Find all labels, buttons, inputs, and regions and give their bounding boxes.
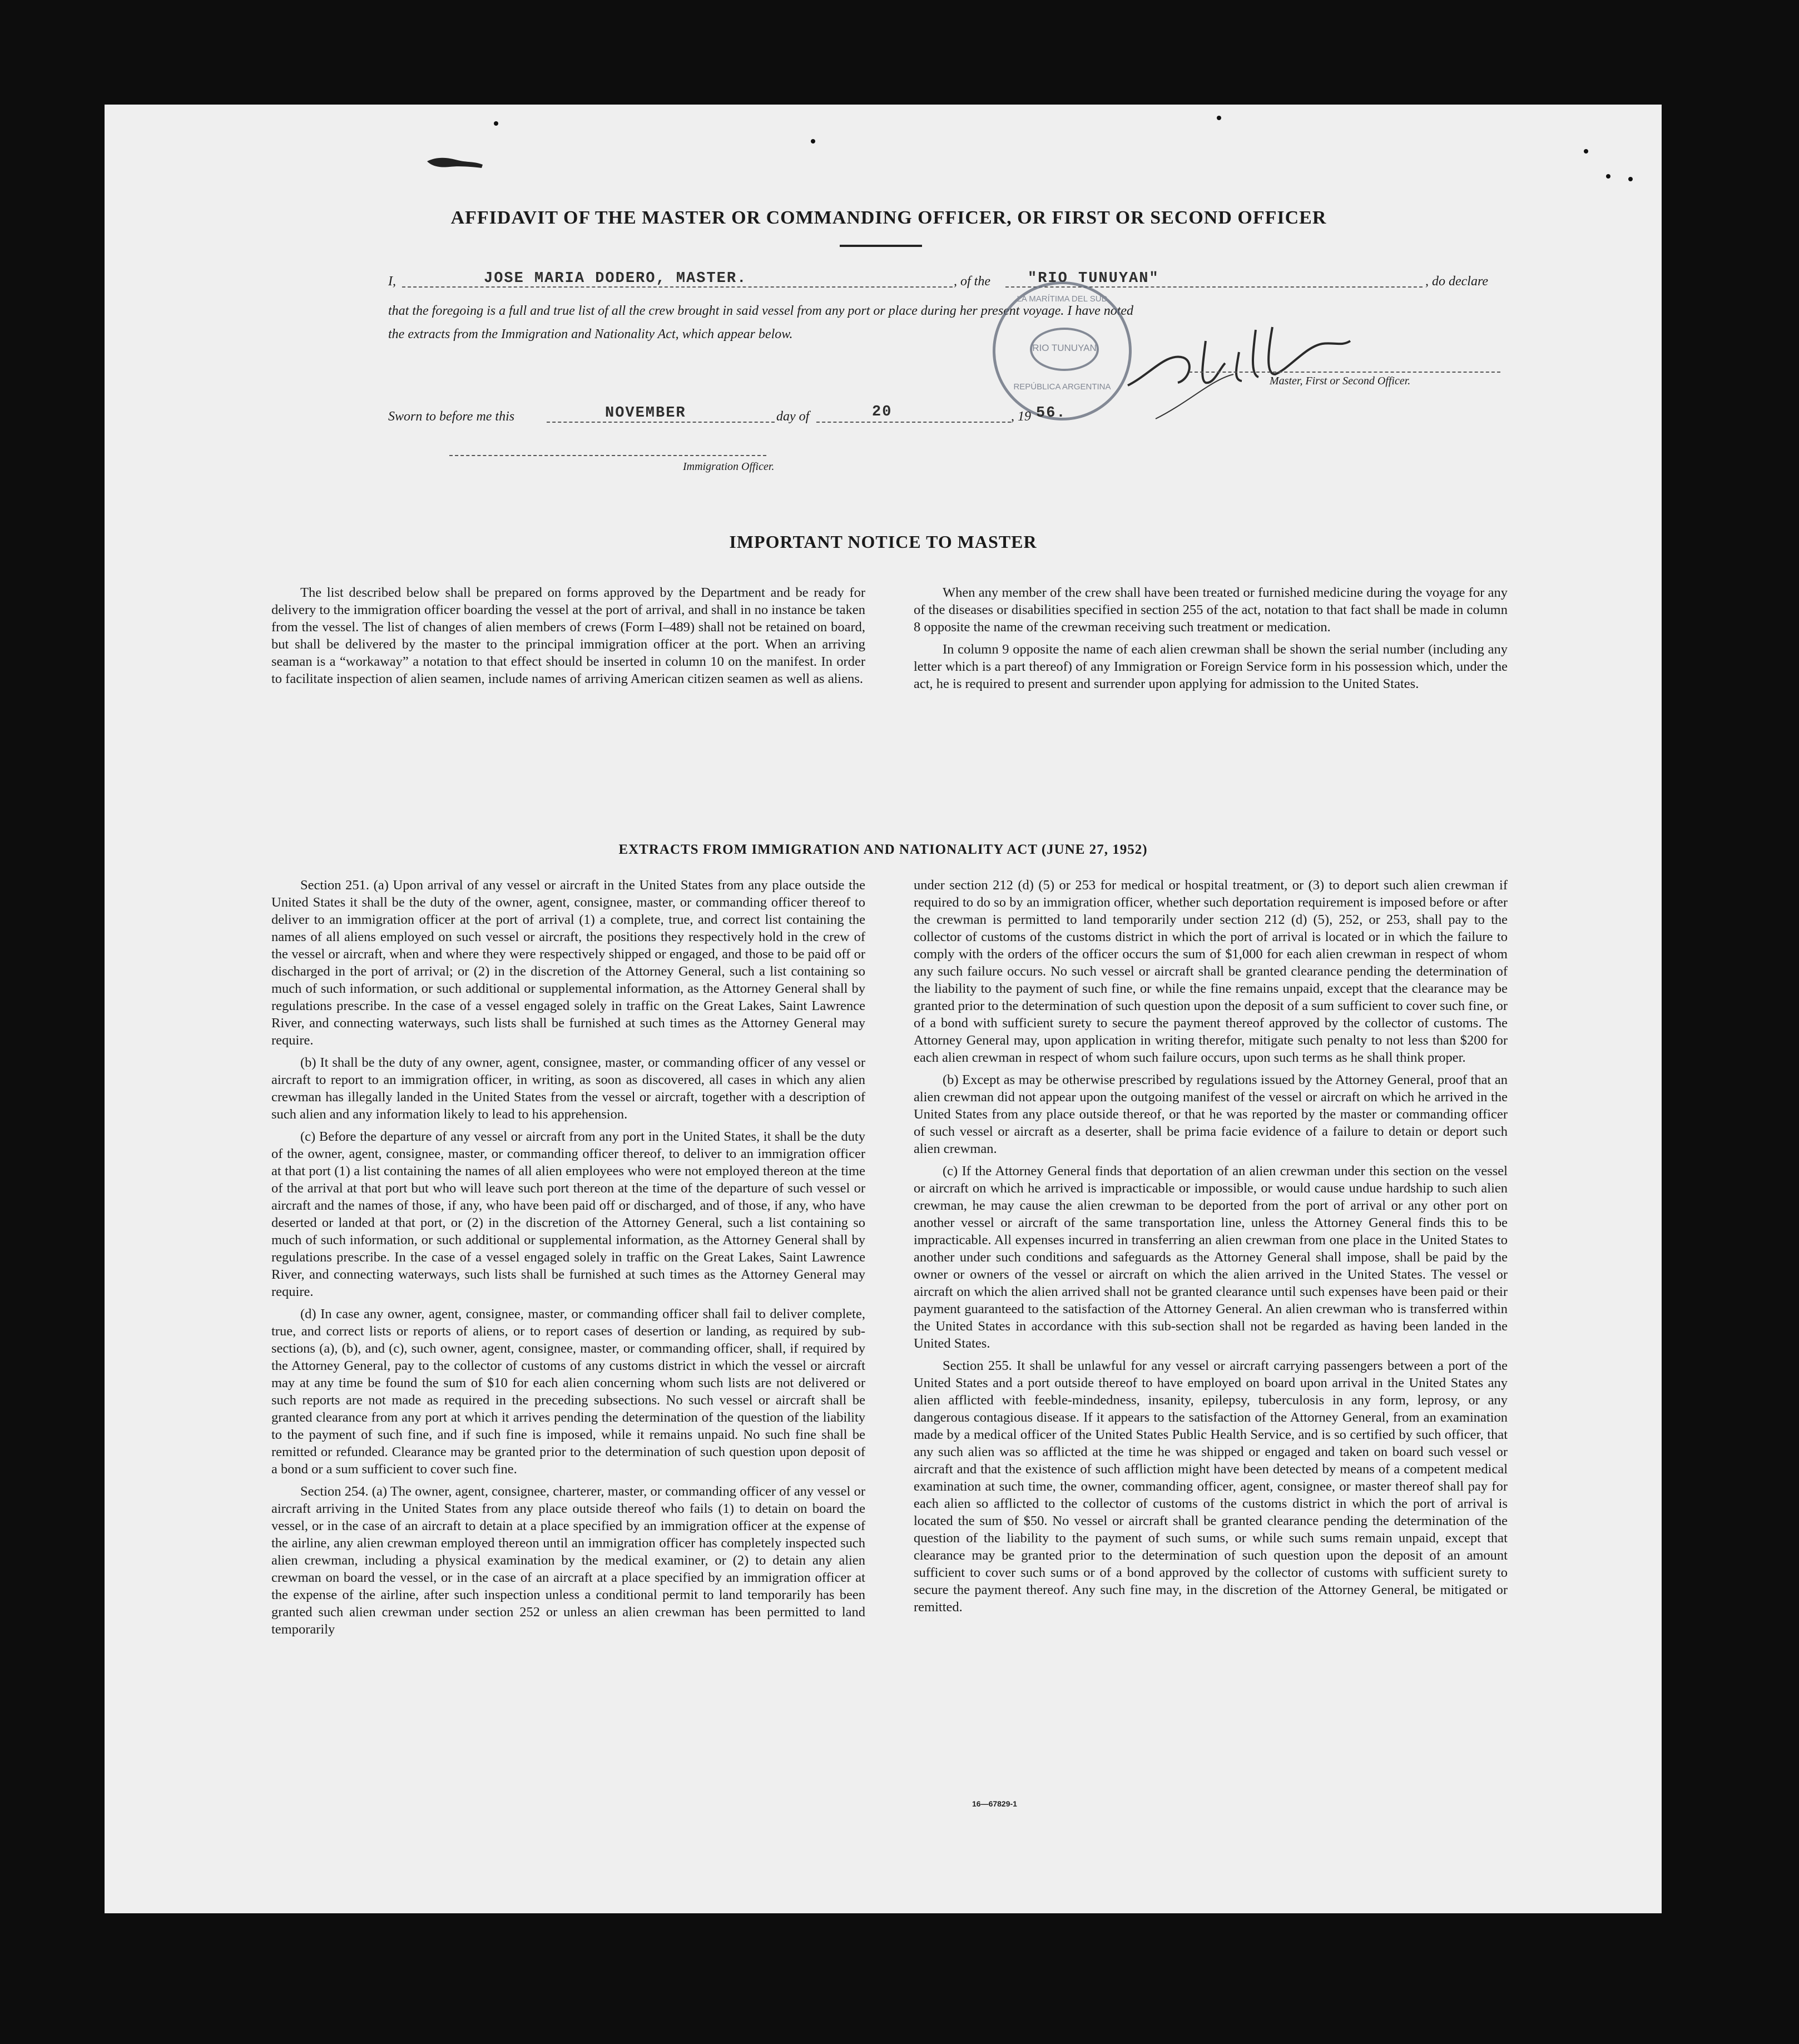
section-251a: Section 251. (a) Upon arrival of any vessel or aircraft in the United States from any place outside the United States it shall be the duty of the owner, agent, consignee, master, or commanding officer thereof to deliver to an immigration officer at the port of arrival (1) a complete, true, and correct list containing the names of all aliens employed on such vessel or aircraft, the positions they respectively hold in the crew of the vessel or aircraft, when and where they were respectively shipped or engaged, and those to be paid off or discharged in the port of arrival; or (2) in the discretion of the Attorney General, such a list containing so much of such information, or such additional or supplemental information, as the Attorney General shall by regulations prescribe. In the case of a vessel engaged solely in traffic on the Great Lakes, Saint Lawrence River, and connecting waterways, such lists shall be furnished at such times as the Attorney General may require. xyxy=(271,878,865,1048)
stamp-center-text: RIO TUNUYAN xyxy=(1030,328,1099,371)
section-251c: (c) Before the departure of any vessel or aircraft from any port in the United States, it shall be the duty of the owner, agent, consignee, master, or commanding officer thereof, to deliver to an immigration officer at that port (1) a list containing the names of all alien employees who were not employed thereon at the time of the arrival at that port but who will leave such port thereon at the time of the departure of such vessel or aircraft and the names of those, if any, who have been paid off or discharged, and of those, if any, who have deserted or landed at that port, or (2) in the discretion of the Attorney General, such a list containing so much of such information, or such additional or supplemental information, as the Attorney General shall by regulations prescribe. In the case of a vessel engaged solely in traffic on the Great Lakes, Saint Lawrence River, and connecting waterways, such lists shall be furnished at such times as the Attorney General may require. xyxy=(271,1129,865,1299)
stamp-top-text: LA MARÍTIMA DEL SUD xyxy=(1017,294,1108,304)
section-254a: Section 254. (a) The owner, agent, consignee, charterer, master, or commanding officer of any vessel or aircraft arriving in the United States from any place outside thereof who fails (1) to detain on board the vessel, or in the case of an aircraft to detain at a place specified by an immigration officer at the expense of the airline, any alien crewman employed thereon until an immigration officer has completely inspected such alien crewman, including a physical examination by the medical examiner, or (2) to detain any alien crewman on board the vessel, or in the case of an aircraft at a place specified by an immigration officer at the expense of the airline, after such inspection unless a conditional permit to land temporarily has been granted such alien crewman under section 252 or unless an alien crewman has been permitted to land temporarily xyxy=(271,1484,865,1637)
sworn-label: Sworn to before me this xyxy=(388,409,515,424)
speck xyxy=(1606,174,1610,179)
notice-right-paragraph: When any member of the crew shall have been treated or furnished medicine during the voyage for any of the diseases or disabilities specified in section 255 of the act, notation to that fact shall be made in column 8 opposite the name of the crewman receiving such treatment or medication. xyxy=(914,585,1508,635)
sworn-month: NOVEMBER xyxy=(605,405,686,422)
notice-right-column xyxy=(914,584,1508,697)
speck xyxy=(494,121,498,126)
company-stamp xyxy=(993,281,1132,420)
section-255: Section 255. It shall be unlawful for any vessel or aircraft carrying passengers between a port of the United States and a port outside thereof to have employed on board upon arrival in the United States any alien afflicted with feeble-mindedness, insanity, epilepsy, tuberculosis in any form, leprosy, or any dangerous contagious disease. If it appears to the satisfaction of the Attorney General, from an examination made by a medical officer of the United States Public Health Service, and is so certified by such officer, that any such alien was so afflicted at the time he was shipped or engaged and taken on board such vessel or aircraft and that the existence of such affliction might have been detected by means of a competent medical examination at such time, the owner, commanding officer, agent, consignee, or master thereof shall pay for each alien so afflicted to the collector of customs of the customs district in which the port of arrival is located the sum of $50. No vessel or aircraft shall be granted clearance pending the determination of the question of the liability to the payment of such sums, or while such sums remain unpaid, except that clearance may be granted prior to the determination of such question upon the deposit of an amount sufficient to cover such sums or of a bond approved by the collector of customs with sufficient surety to secure the payment thereof. Any such fine may, in the discretion of the Attorney General, be mitigated or remitted. xyxy=(914,1358,1508,1615)
notice-left-paragraph: The list described below shall be prepared on forms approved by the Department and be ready for delivery to the immigration officer boarding the vessel at the port of arrival, and shall in no instance be taken from the vessel. The list of changes of alien members of crews (Form I–489) shall not be retained on board, but shall be delivered by the master to the principal immigration officer at the port. When an arriving seaman is a “workaway” a notation to that effect should be inserted in column 10 on the manifest. In order to facilitate inspection of alien seamen, include names of arriving American citizen seamen as well as aliens. xyxy=(271,585,865,686)
immigration-officer-line xyxy=(449,455,766,456)
notice-right-paragraph: In column 9 opposite the name of each alien crewman shall be shown the serial number (including any letter which is a part thereof) of any Immigration or Foreign Service form in his possession which, under the act, he is required to present and surrender upon applying for admission to the United States. xyxy=(914,642,1508,691)
section-254c: (c) If the Attorney General finds that deportation of an alien crewman under this section on the vessel or aircraft on which he arrived is impracticable or impossible, or would cause undue hardship to such alien crewman, he may cause the alien crewman to be deported from the port of arrival or any other port on another vessel or aircraft of the same transportation line, unless the Attorney General finds this to be impracticable. All expenses incurred in transferring an alien crewman from one place in the United States to another under such conditions and safeguards as the Attorney General shall impose, shall be paid by the owner or owners of the vessel or aircraft on which the alien arrived in the United States. The vessel or aircraft on which the alien arrived shall not be granted clearance until such expenses have been paid or their payment guaranteed to the satisfaction of the Attorney General. An alien crewman who is transferred within the United States in accordance with this sub-section shall not be regarded as having been landed in the United States. xyxy=(914,1164,1508,1351)
day-of-label: day of xyxy=(776,409,810,424)
officer-caption: Immigration Officer. xyxy=(683,461,775,473)
ink-blot xyxy=(427,155,483,171)
speck xyxy=(811,139,815,143)
form-code: 16—67829-1 xyxy=(972,1799,1017,1808)
i-label: I, xyxy=(388,274,396,289)
signature-caption: Master, First or Second Officer. xyxy=(1270,375,1411,387)
speck xyxy=(1584,149,1588,154)
section-254a-continued: under section 212 (d) (5) or 253 for medical or hospital treatment, or (3) to deport such alien crewman if required to do so by an immigration officer, whether such deportation requirement is imposed before or after the crewman is permitted to land temporarily under section 212 (d) (5), 252, or 253, shall pay to the collector of customs of the customs district in which the port of arrival is located or in which the failure to comply with the orders of the officer occurs the sum of $1,000 for each alien crewman in respect of whom any such failure occurs. No such vessel or aircraft shall be granted clearance pending the determination of the liability to the payment of such fine, or while the fine remains unpaid, except that the clearance may be granted prior to the determination of such question upon the deposit of a sum sufficient to cover such fine, or of a bond with sufficient surety to secure the payment thereof approved by the collector of customs. The Attorney General may, upon application in writing therefor, mitigate such penalty to not less than $200 for each alien crewman in respect of whom such failure occurs, upon such terms as he shall think proper. xyxy=(914,878,1508,1065)
notice-left-column xyxy=(271,584,865,692)
stamp-bottom-text: REPÚBLICA ARGENTINA xyxy=(1013,382,1111,392)
signature-line xyxy=(1189,372,1500,373)
declaration-line-2: that the foregoing is a full and true list of all the crew brought in said vessel from any port or place during her present voyage. I have noted xyxy=(388,304,1134,318)
sworn-day: 20 xyxy=(872,404,893,420)
master-name: JOSE MARIA DODERO, MASTER. xyxy=(484,270,747,287)
section-251b: (b) It shall be the duty of any owner, agent, consignee, master, or commanding officer of any vessel or aircraft to report to an immigration officer, in writing, as soon as discovered, all cases in which any alien crewman has illegally landed in the United States from the vessel or aircraft, together with a description of such alien and any information likely to lead to his apprehension. xyxy=(271,1055,865,1122)
do-declare-label: , do declare xyxy=(1425,274,1489,289)
section-254b: (b) Except as may be otherwise prescribed by regulations issued by the Attorney General, proof that an alien crewman did not appear upon the outgoing manifest of the vessel or aircraft on which he arrived in the United States from any place outside thereof, or that he was reported by the master or commanding officer of such vessel or aircraft as a deserter, shall be prima facie evidence of a failure to detain or deport such alien crewman. xyxy=(914,1072,1508,1156)
extracts-title: EXTRACTS FROM IMMIGRATION AND NATIONALITY ACT (JUNE 27, 1952) xyxy=(618,842,1148,857)
section-251d: (d) In case any owner, agent, consignee, master, or commanding officer shall fail to deliver complete, true, and correct lists or reports of aliens, or to report cases of desertion or landing, as required by sub-sections (a), (b), and (c), such owner, agent, consignee, master, or commanding officer, shall, if required by the Attorney General, pay to the collector of customs of any customs district in which the vessel or aircraft may at any time be found the sum of $10 for each alien concerning whom such lists are not delivered or such reports are not made as required in the preceding subsections. No such vessel or aircraft shall be granted clearance from any port at which it arrives pending the determination of the question of the liability to the payment of such fine, and if such fine is imposed, while it remains unpaid. No such fine shall be remitted or refunded. Clearance may be granted prior to the determination of such question upon deposit of a bond or a sum sufficient to cover such fine. xyxy=(271,1306,865,1477)
speck xyxy=(1628,177,1633,181)
vessel-name: "RIO TUNUYAN" xyxy=(1028,270,1159,287)
extracts-left-column xyxy=(271,877,865,1643)
sworn-day-blank xyxy=(816,422,1011,423)
year-prefix: , 19 xyxy=(1011,409,1031,424)
speck xyxy=(1217,116,1221,120)
master-signature xyxy=(1122,319,1356,430)
sworn-year: 56. xyxy=(1036,405,1067,422)
affidavit-title: AFFIDAVIT OF THE MASTER OR COMMANDING OFFICER, OR FIRST OR SECOND OFFICER xyxy=(450,207,1327,228)
extracts-right-column xyxy=(914,877,1508,1621)
notice-title: IMPORTANT NOTICE TO MASTER xyxy=(729,532,1037,552)
of-the-label: , of the xyxy=(954,274,990,289)
document-page xyxy=(105,105,1662,1913)
declaration-line-3: the extracts from the Immigration and Nationality Act, which appear below. xyxy=(388,327,793,342)
sworn-month-blank xyxy=(547,422,775,423)
title-divider xyxy=(840,245,922,247)
